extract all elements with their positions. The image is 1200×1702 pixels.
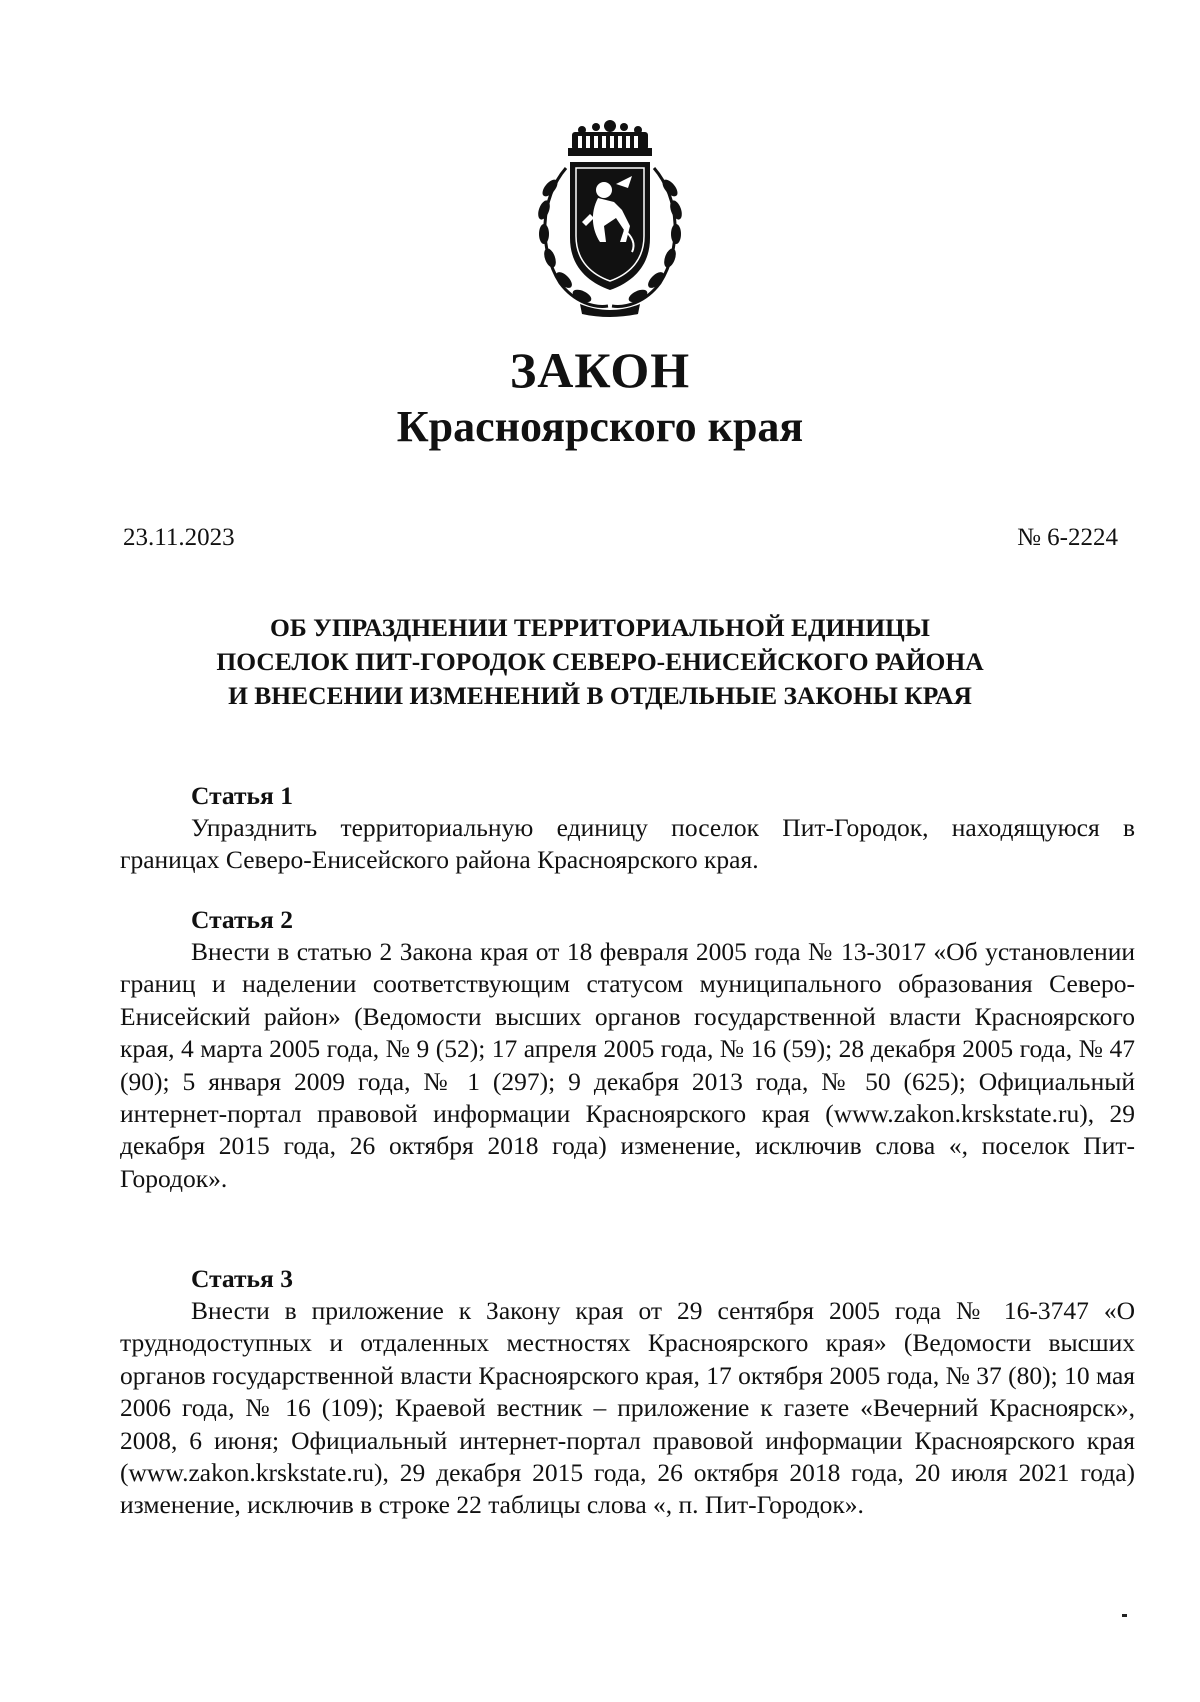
page-mark xyxy=(1122,1614,1127,1617)
title-line: ОБ УПРАЗДНЕНИИ ТЕРРИТОРИАЛЬНОЙ ЕДИНИЦЫ xyxy=(270,613,930,642)
article-3 xyxy=(120,1263,1135,1522)
document-number: № 6-2224 xyxy=(1017,524,1118,551)
article-1 xyxy=(120,780,1135,877)
document-date: 23.11.2023 xyxy=(123,524,235,551)
title-line: И ВНЕСЕНИИ ИЗМЕНЕНИЙ В ОТДЕЛЬНЫЕ ЗАКОНЫ КРАЯ xyxy=(228,681,972,710)
article-heading: Статья 2 xyxy=(191,905,293,934)
article-body: Внести в статью 2 Закона края от 18 февраля 2005 года № 13-3017 «Об установлении границ и наделении соответствующим статусом муниципального образования Северо-Енисейский район» (Ведомости высших органов государственной власти Красноярского края, 4 марта 2005 года, № 9 (52); 17 апреля 2005 года, № 16 (59); 28 декабря 2005 года, № 47 (90); 5 января 2009 года, № 1 (297); 9 декабря 2013 года, № 50 (625); Официальный интернет-портал правовой информации Красноярского края (www.zakon.krskstate.ru), 29 декабря 2015 года, 26 октября 2018 года) изменение, исключив слова «, поселок Пит-Городок». xyxy=(120,937,1135,1193)
article-body: Упразднить территориальную единицу поселок Пит-Городок, находящуюся в границах Северо-Енисейского района Красноярского края. xyxy=(120,813,1135,875)
article-heading: Статья 1 xyxy=(191,781,293,810)
coat-of-arms-icon xyxy=(520,118,700,318)
document-type: ЗАКОН xyxy=(509,342,691,398)
article-heading: Статья 3 xyxy=(191,1264,293,1293)
document-region: Красноярского края xyxy=(396,402,804,451)
article-2 xyxy=(120,904,1135,1195)
title-line: ПОСЕЛОК ПИТ-ГОРОДОК СЕВЕРО-ЕНИСЕЙСКОГО РАЙОНА xyxy=(216,647,984,676)
document-title xyxy=(140,611,1060,713)
article-body: Внести в приложение к Закону края от 29 сентября 2005 года № 16-3747 «О труднодоступных и отдаленных местностях Красноярского края» (Ведомости высших органов государственной власти Красноярского края, 17 октября 2005 года, № 37 (80); 10 мая 2006 года, № 16 (109); Краевой вестник – приложение к газете «Вечерний Красноярск», 2008, 6 июня; Официальный интернет-портал правовой информации Красноярского края (www.zakon.krskstate.ru), 29 декабря 2015 года, 26 октября 2018 года, 20 июля 2021 года) изменение, исключив в строке 22 таблицы слова «, п. Пит-Городок». xyxy=(120,1296,1135,1520)
